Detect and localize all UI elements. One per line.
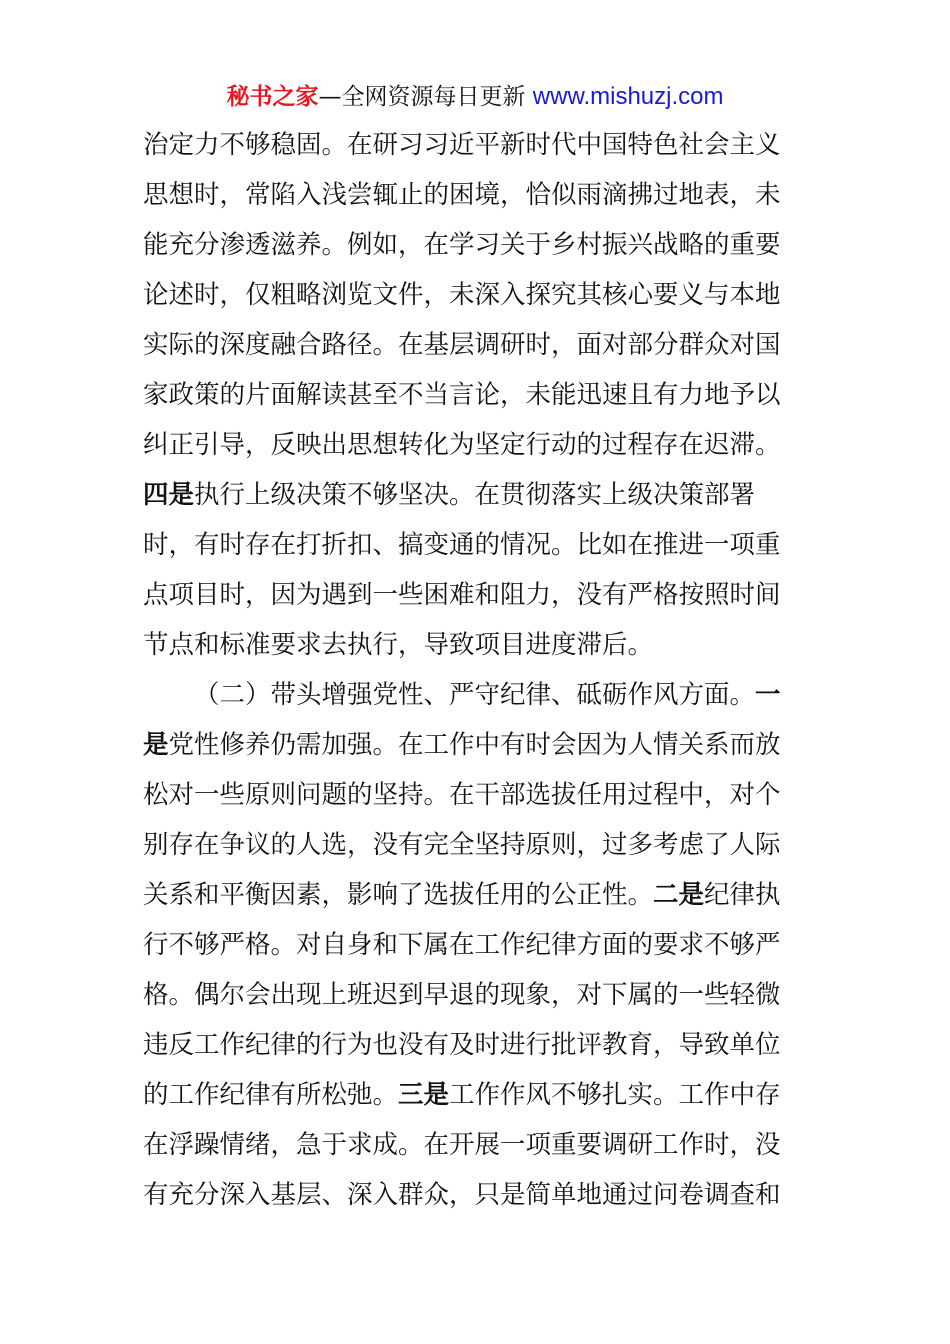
text-line <box>143 770 807 820</box>
text-line <box>143 870 807 920</box>
line-text: 关系和平衡因素，影响了选拔任用的公正性。 <box>143 880 654 910</box>
line-text: 能充分渗透滋养。例如，在学习关于乡村振兴战略的重要 <box>143 230 781 260</box>
line-text: 党性修养仍需加强。在工作中有时会因为人情关系而放 <box>168 730 781 760</box>
text-line <box>143 820 807 870</box>
text-line <box>143 1170 807 1220</box>
text-line <box>143 220 807 270</box>
text-line <box>143 420 807 470</box>
line-text: 执行上级决策不够坚决。在贯彻落实上级决策部署 <box>194 480 756 510</box>
line-text: 时，有时存在打折扣、搞变通的情况。比如在推进一项重 <box>143 530 781 560</box>
text-line <box>143 520 807 570</box>
emphasis-text: 一 <box>755 680 781 710</box>
line-text: 思想时，常陷入浅尝辄止的困境，恰似雨滴拂过地表，未 <box>143 180 781 210</box>
emphasis-text: 是 <box>143 730 169 760</box>
text-line <box>143 620 807 670</box>
brand-name: 秘书之家 <box>226 84 319 110</box>
line-text: 纪律执 <box>704 880 781 910</box>
text-line <box>143 270 807 320</box>
line-text: 纠正引导，反映出思想转化为坚定行动的过程存在迟滞。 <box>143 430 781 460</box>
text-line <box>143 1020 807 1070</box>
text-line <box>143 570 807 620</box>
line-text: 松对一些原则问题的坚持。在干部选拔任用过程中，对个 <box>143 780 781 810</box>
text-line <box>143 170 807 220</box>
text-line <box>143 670 807 720</box>
text-line <box>143 720 807 770</box>
line-text: 别存在争议的人选，没有完全坚持原则，过多考虑了人际 <box>143 830 781 860</box>
line-text: 实际的深度融合路径。在基层调研时，面对部分群众对国 <box>143 330 781 360</box>
line-text: 节点和标准要求去执行，导致项目进度滞后。 <box>143 630 654 660</box>
line-text: 家政策的片面解读甚至不当言论，未能迅速且有力地予以 <box>143 380 781 410</box>
emphasis-text: 三是 <box>398 1080 450 1110</box>
site-url: www.mishuzj.com <box>532 83 724 110</box>
line-text: 治定力不够稳固。在研习习近平新时代中国特色社会主义 <box>143 130 781 160</box>
text-line <box>143 370 807 420</box>
line-text: 有充分深入基层、深入群众，只是简单地通过问卷调查和 <box>143 1180 781 1210</box>
line-text: 行不够严格。对自身和下属在工作纪律方面的要求不够严 <box>143 930 781 960</box>
line-text: 论述时，仅粗略浏览文件，未深入探究其核心要义与本地 <box>143 280 781 310</box>
text-line <box>143 320 807 370</box>
line-text: 工作作风不够扎实。工作中存 <box>449 1080 781 1110</box>
header-tagline: —全网资源每日更新 <box>318 84 533 110</box>
text-line <box>143 970 807 1020</box>
text-line <box>143 1120 807 1170</box>
text-line <box>143 920 807 970</box>
line-text: 违反工作纪律的行为也没有及时进行批评教育，导致单位 <box>143 1030 781 1060</box>
text-line <box>143 470 807 520</box>
emphasis-text: 四是 <box>143 480 195 510</box>
text-line <box>143 1070 807 1120</box>
text-line <box>143 120 807 170</box>
emphasis-text: 二是 <box>653 880 705 910</box>
line-text: 点项目时，因为遇到一些困难和阻力，没有严格按照时间 <box>143 580 781 610</box>
page-header <box>0 80 950 114</box>
line-text: 格。偶尔会出现上班迟到早退的现象，对下属的一些轻微 <box>143 980 781 1010</box>
line-text: （二）带头增强党性、严守纪律、砥砺作风方面。 <box>194 680 756 710</box>
line-text: 的工作纪律有所松弛。 <box>143 1080 399 1110</box>
line-text: 在浮躁情绪，急于求成。在开展一项重要调研工作时，没 <box>143 1130 781 1160</box>
document-body <box>143 120 807 1220</box>
